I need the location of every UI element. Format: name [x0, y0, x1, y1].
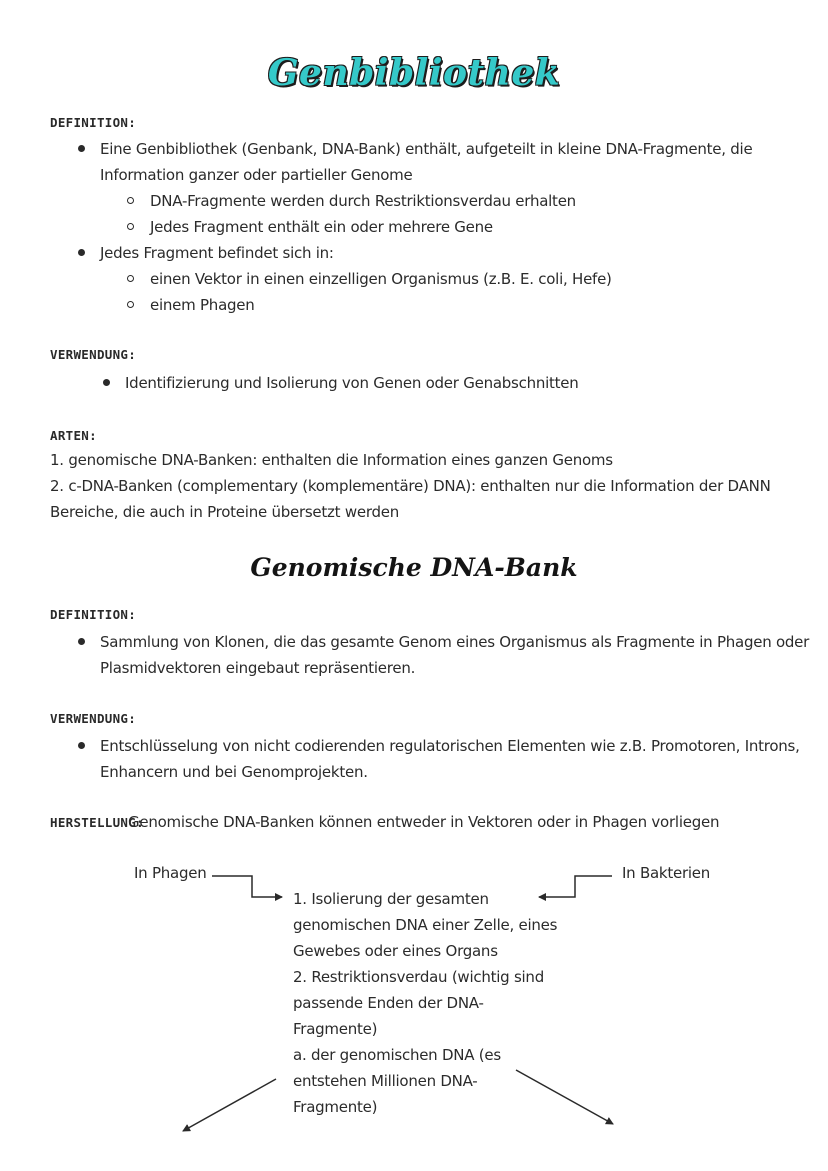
herstellung-text: Genomische DNA-Banken können entweder in Vektoren oder in Phagen vorliegen: [128, 813, 720, 831]
diagram-step: genomischen DNA einer Zelle, eines: [293, 916, 558, 934]
diagram-step: Gewebes oder eines Organs: [293, 942, 498, 960]
definition-text: Information ganzer oder partieller Genome: [100, 166, 413, 184]
arten-line: 2. c-DNA-Banken (complementary (komplementäre) DNA): enthalten nur die Information der DANN: [50, 477, 771, 495]
arrow-down-left: [183, 1079, 276, 1131]
diagram-step: entstehen Millionen DNA-: [293, 1072, 478, 1090]
list-item: Jedes Fragment befindet sich in:: [100, 244, 334, 262]
sub-item: einen Vektor in einen einzelligen Organismus (z.B. E. coli, Hefe): [150, 270, 612, 288]
arrow-left-to-steps: [212, 876, 282, 897]
definition-label: DEFINITION:: [50, 115, 137, 130]
sub-item: DNA-Fragmente werden durch Restriktionsverdau erhalten: [150, 192, 576, 210]
diagram-step: 2. Restriktionsverdau (wichtig sind: [293, 968, 544, 986]
page-title: Genbibliothek: [267, 52, 561, 94]
verwendung-text: Enhancern und bei Genomprojekten.: [100, 763, 368, 781]
arrow-right-to-steps: [539, 876, 612, 897]
arten-line: Bereiche, die auch in Proteine übersetzt werden: [50, 503, 399, 521]
diagram-step: a. der genomischen DNA (es: [293, 1046, 501, 1064]
sub-item: einem Phagen: [150, 296, 255, 314]
sub-item: Jedes Fragment enthält ein oder mehrere Gene: [150, 218, 493, 236]
diagram-right-label: In Bakterien: [622, 864, 711, 882]
herstellung-label: HERSTELLUNG:: [50, 815, 144, 830]
verwendung-label: VERWENDUNG:: [50, 347, 137, 362]
definition-text: Sammlung von Klonen, die das gesamte Genom eines Organismus als Fragmente in Phagen oder: [100, 633, 810, 651]
diagram-step: 1. Isolierung der gesamten: [293, 890, 489, 908]
verwendung-label: VERWENDUNG:: [50, 711, 137, 726]
list-item: Identifizierung und Isolierung von Genen oder Genabschnitten: [125, 374, 579, 392]
diagram-step: Fragmente): [293, 1098, 378, 1116]
section-title: Genomische DNA-Bank: [250, 553, 578, 582]
arrow-down-right: [516, 1070, 613, 1124]
arten-label: ARTEN:: [50, 428, 97, 443]
definition-text: Plasmidvektoren eingebaut repräsentieren.: [100, 659, 416, 677]
diagram-left-label: In Phagen: [134, 864, 207, 882]
definition-text: Eine Genbibliothek (Genbank, DNA-Bank) enthält, aufgeteilt in kleine DNA-Fragmente, die: [100, 140, 753, 158]
definition-label: DEFINITION:: [50, 607, 137, 622]
verwendung-text: Entschlüsselung von nicht codierenden regulatorischen Elementen wie z.B. Promotoren, Introns,: [100, 737, 800, 755]
diagram-step: passende Enden der DNA-: [293, 994, 484, 1012]
diagram-step: Fragmente): [293, 1020, 378, 1038]
arten-line: 1. genomische DNA-Banken: enthalten die Information eines ganzen Genoms: [50, 451, 613, 469]
